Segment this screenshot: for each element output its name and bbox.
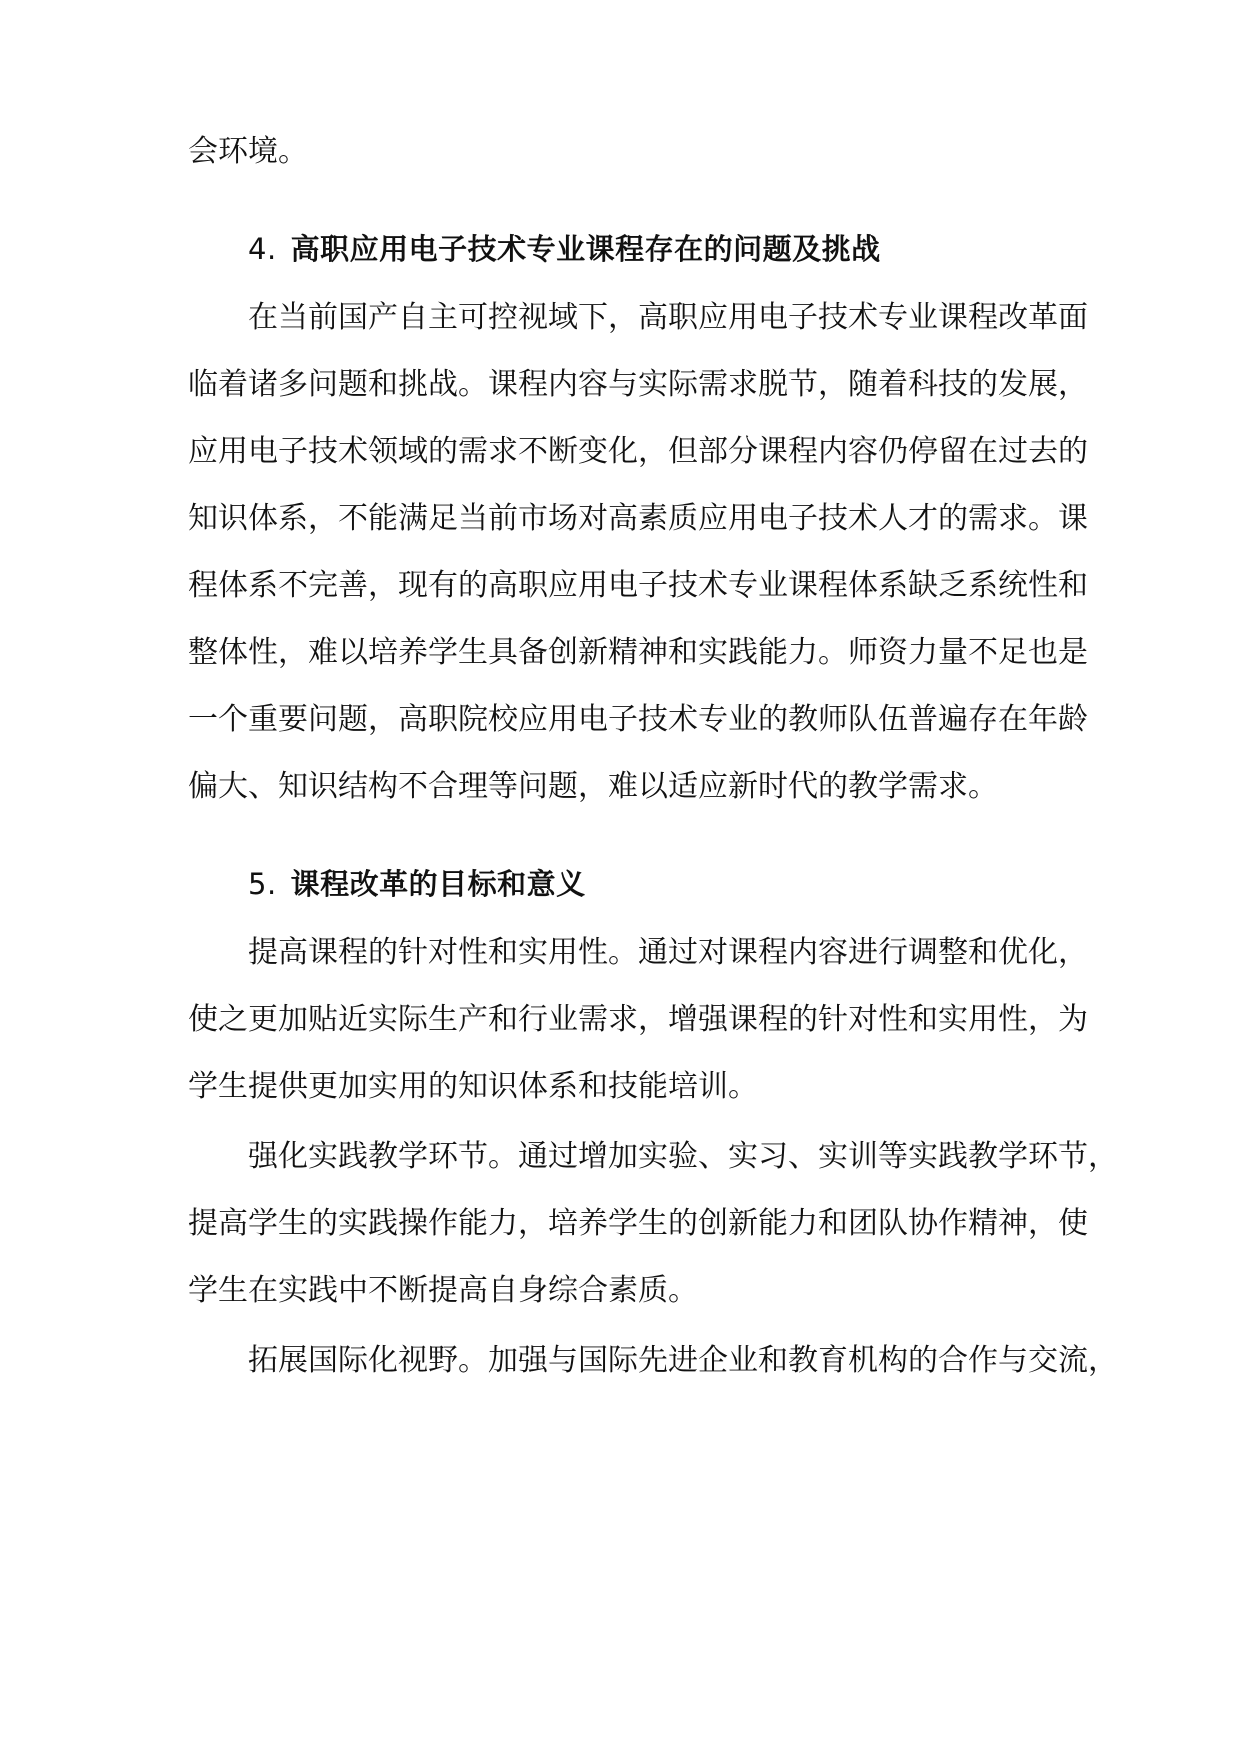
paragraph-line: 在当前国产自主可控视域下，高职应用电子技术专业课程改革面 xyxy=(248,300,1088,335)
heading-text: 课程改革的目标和意义 xyxy=(290,867,586,901)
paragraph-line: 使之更加贴近实际生产和行业需求，增强课程的针对性和实用性，为 xyxy=(188,1002,1088,1037)
paragraph-line: 偏大、知识结构不合理等问题，难以适应新时代的教学需求。 xyxy=(188,769,998,804)
paragraph-line: 提高学生的实践操作能力，培养学生的创新能力和团队协作精神，使 xyxy=(188,1206,1088,1241)
paragraph-line: 临着诸多问题和挑战。课程内容与实际需求脱节，随着科技的发展， xyxy=(188,367,1088,402)
paragraph-line: 应用电子技术领域的需求不断变化，但部分课程内容仍停留在过去的 xyxy=(188,434,1088,469)
heading-text: 高职应用电子技术专业课程存在的问题及挑战 xyxy=(290,232,881,266)
paragraph-line: 学生在实践中不断提高自身综合素质。 xyxy=(188,1273,698,1308)
paragraph-line: 会环境。 xyxy=(188,134,308,169)
paragraph-line: 整体性，难以培养学生具备创新精神和实践能力。师资力量不足也是 xyxy=(188,635,1088,670)
paragraph-line: 拓展国际化视野。加强与国际先进企业和教育机构的合作与交流， xyxy=(248,1343,1118,1378)
paragraph-line: 学生提供更加实用的知识体系和技能培训。 xyxy=(188,1069,758,1104)
paragraph-line: 提高课程的针对性和实用性。通过对课程内容进行调整和优化， xyxy=(248,935,1088,970)
paragraph-line: 一个重要问题，高职院校应用电子技术专业的教师队伍普遍存在年龄 xyxy=(188,702,1088,737)
section-heading-5 xyxy=(248,864,586,904)
section-heading-4 xyxy=(248,229,881,269)
paragraph-line: 强化实践教学环节。通过增加实验、实习、实训等实践教学环节， xyxy=(248,1139,1118,1174)
paragraph-line: 知识体系，不能满足当前市场对高素质应用电子技术人才的需求。课 xyxy=(188,501,1088,536)
heading-number: 5. xyxy=(248,867,277,901)
heading-number: 4. xyxy=(248,232,277,266)
paragraph-line: 程体系不完善，现有的高职应用电子技术专业课程体系缺乏系统性和 xyxy=(188,568,1088,603)
